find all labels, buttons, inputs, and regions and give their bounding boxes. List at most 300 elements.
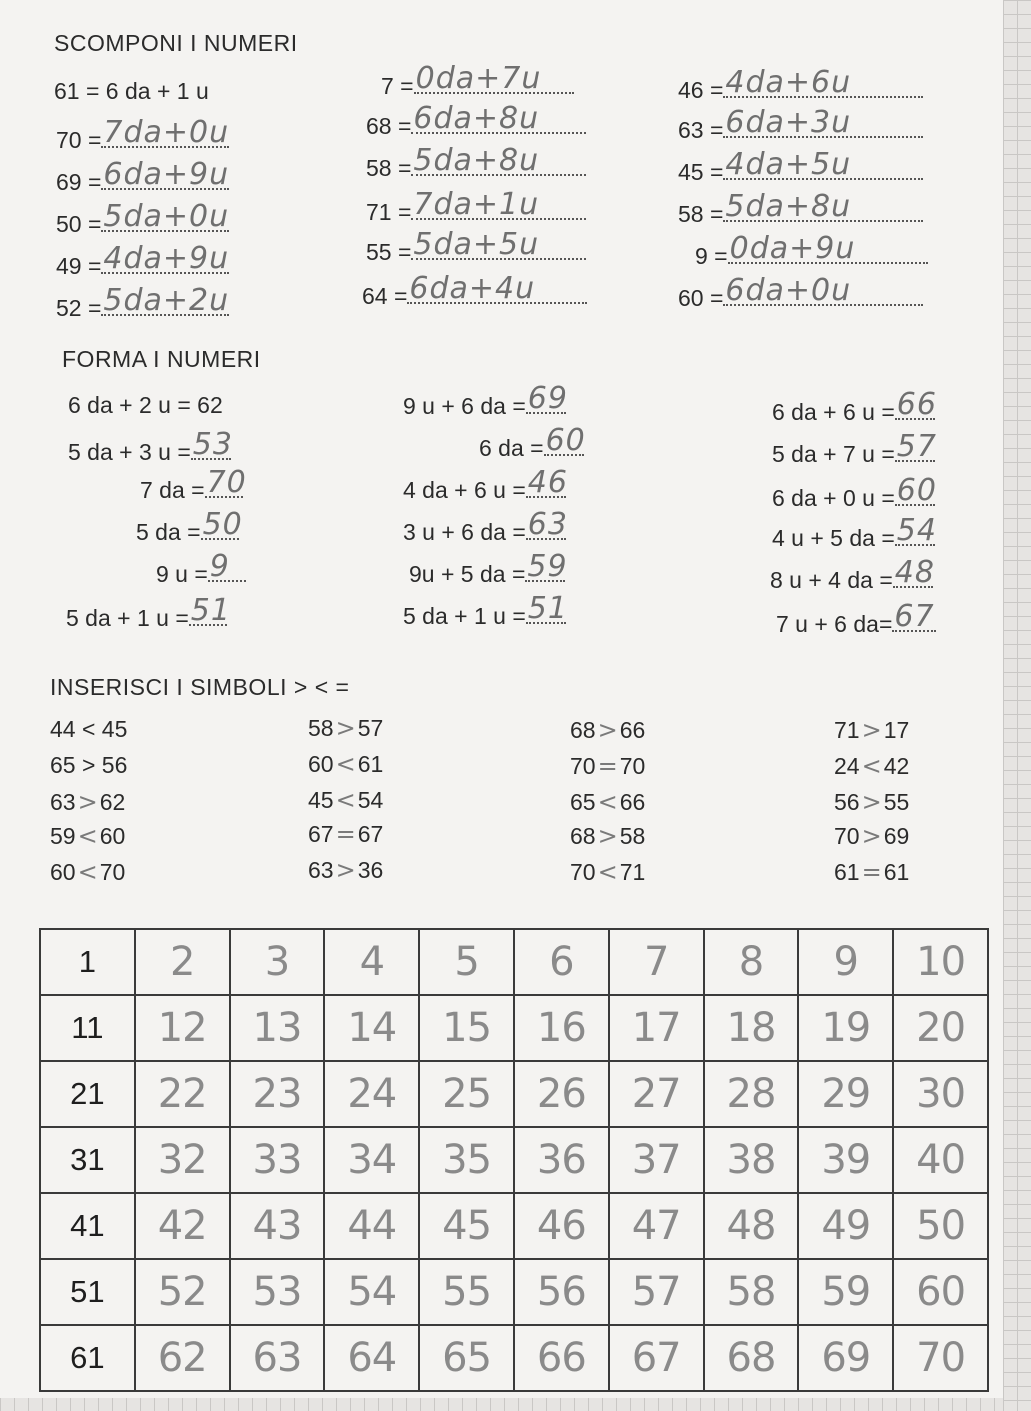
compare-right: 42 [883,753,910,779]
scomponi-item[interactable] [366,101,586,140]
handwritten-number-cell[interactable]: 58 [704,1259,799,1325]
scomponi-item[interactable] [678,189,923,228]
handwritten-number-cell[interactable]: 64 [324,1325,419,1391]
compare-right: 58 [619,823,646,849]
scomponi-prompt: 58 = [366,155,412,181]
number-table [39,928,989,1392]
scomponi-prompt: 63 = [678,117,724,143]
table-row [40,1259,988,1325]
answer-line[interactable] [101,115,230,150]
answer-line[interactable] [723,273,923,308]
handwritten-number-cell[interactable]: 32 [135,1127,230,1193]
handwritten-number-cell[interactable]: 66 [514,1325,609,1391]
compare-left: 60 [308,751,334,777]
compare-item[interactable] [570,788,645,816]
handwritten-number-cell[interactable]: 18 [704,995,799,1061]
handwritten-number-cell[interactable]: 9 [798,929,893,995]
handwritten-number-cell[interactable]: 6 [514,929,609,995]
answer-line[interactable] [525,549,568,584]
forma-item[interactable] [776,599,936,638]
handwritten-number-cell[interactable]: 5 [419,929,514,995]
forma-prompt: 9 u = [156,561,208,587]
handwritten-number-cell[interactable]: 22 [135,1061,230,1127]
answer-line[interactable] [526,591,568,626]
table-row [40,1127,988,1193]
forma-item[interactable] [403,381,568,420]
compare-right: 66 [619,789,646,815]
compare-left: 65 [570,789,596,815]
forma-prompt: 4 u + 5 da = [772,525,895,551]
handwritten-number-cell[interactable]: 47 [609,1193,704,1259]
forma-item[interactable] [772,429,937,468]
compare-left: 71 [834,717,860,743]
answer-line[interactable] [728,231,928,266]
handwritten-answer: 6da+8u [413,101,540,136]
answer-line[interactable] [895,513,937,548]
compare-item[interactable] [308,786,383,814]
handwritten-symbol[interactable]: = [861,858,882,886]
forma-item [68,392,223,419]
forma-item[interactable] [772,473,937,512]
answer-line[interactable] [411,187,586,222]
handwritten-symbol[interactable]: > [861,788,882,816]
scomponi-prompt: 71 = [366,199,412,225]
answer-line[interactable] [895,429,937,464]
compare-right: 70 [619,753,646,779]
compare-right: 62 [99,789,126,815]
scomponi-prompt: 46 = [678,77,724,103]
printed-number-cell: 1 [40,929,135,995]
handwritten-number-cell[interactable]: 54 [324,1259,419,1325]
answer-line[interactable] [723,65,923,100]
compare-right: 57 [357,715,384,741]
forma-prompt: 6 da + 0 u = [772,485,895,511]
scomponi-item[interactable] [678,105,923,144]
notebook-grid-edge [0,1398,1003,1411]
forma-item[interactable] [772,513,937,552]
handwritten-symbol[interactable]: > [861,822,882,850]
handwritten-answer: 46 [527,465,568,500]
handwritten-number-cell[interactable]: 59 [798,1259,893,1325]
answer-line[interactable] [101,241,230,276]
handwritten-answer: 6da+3u [725,105,852,140]
handwritten-number-cell[interactable]: 42 [135,1193,230,1259]
forma-prompt: 7 u + 6 da= [776,611,893,637]
handwritten-number-cell[interactable]: 34 [324,1127,419,1193]
scomponi-item[interactable] [366,187,586,226]
handwritten-number-cell[interactable]: 48 [704,1193,799,1259]
handwritten-answer: 60 [896,473,937,508]
printed-number-cell: 51 [40,1259,135,1325]
handwritten-number-cell[interactable]: 30 [893,1061,988,1127]
handwritten-symbol[interactable]: > [77,788,98,816]
compare-item[interactable] [50,822,125,850]
handwritten-answer: 66 [896,387,937,422]
handwritten-answer: 53 [192,427,233,462]
table-row [40,929,988,995]
handwritten-answer: 5da+2u [103,283,230,318]
handwritten-number-cell[interactable]: 26 [514,1061,609,1127]
scomponi-prompt: 52 = [56,295,102,321]
handwritten-answer: 50 [202,507,243,542]
handwritten-number-cell[interactable]: 55 [419,1259,514,1325]
handwritten-number-cell[interactable]: 57 [609,1259,704,1325]
handwritten-symbol[interactable]: < [597,788,618,816]
handwritten-answer: 0da+9u [729,231,856,266]
forma-item[interactable] [409,549,568,588]
handwritten-answer: 54 [896,513,937,548]
compare-item [50,752,127,779]
answer-line[interactable] [101,157,230,192]
handwritten-number-cell[interactable]: 16 [514,995,609,1061]
handwritten-number-cell[interactable]: 27 [609,1061,704,1127]
answer-line[interactable] [191,427,233,462]
compare-right: 67 [357,821,384,847]
answer-line[interactable] [201,507,243,542]
handwritten-number-cell[interactable]: 53 [230,1259,325,1325]
handwritten-number-cell[interactable]: 8 [704,929,799,995]
handwritten-answer: 57 [896,429,937,464]
handwritten-answer: 5da+5u [413,227,540,262]
scomponi-item[interactable] [56,199,230,238]
forma-prompt: 9u + 5 da = [409,561,526,587]
handwritten-number-cell[interactable]: 62 [135,1325,230,1391]
table-row [40,1193,988,1259]
scomponi-item[interactable] [56,157,230,196]
handwritten-number-cell[interactable]: 68 [704,1325,799,1391]
handwritten-number-cell[interactable]: 17 [609,995,704,1061]
answer-line[interactable] [723,105,923,140]
scomponi-prompt: 55 = [366,239,412,265]
scomponi-item[interactable] [56,283,230,322]
forma-prompt: 5 da + 1 u = [66,605,189,631]
handwritten-answer: 51 [190,593,231,628]
compare-left: 67 [308,821,334,847]
forma-prompt: 6 da + 6 u = [772,399,895,425]
compare-left: 56 [834,789,860,815]
compare-item[interactable] [834,822,909,850]
handwritten-number-cell[interactable]: 44 [324,1193,419,1259]
compare-item[interactable] [50,788,125,816]
section-title-forma: FORMA I NUMERI [62,346,261,372]
compare-item[interactable] [308,820,383,848]
compare-right: 60 [99,823,126,849]
handwritten-symbol[interactable]: < [597,858,618,886]
handwritten-answer: 4da+5u [725,147,852,182]
compare-item[interactable] [834,716,909,744]
handwritten-number-cell[interactable]: 69 [798,1325,893,1391]
handwritten-answer: 60 [545,423,586,458]
forma-prompt: 7 da = [140,477,205,503]
compare-item[interactable] [834,788,909,816]
forma-prompt: 4 da + 6 u = [403,477,526,503]
compare-left: 68 [570,823,596,849]
compare-left: 70 [570,753,596,779]
answer-line[interactable] [208,549,246,584]
printed-number-cell: 31 [40,1127,135,1193]
compare-right: 66 [619,717,646,743]
scomponi-prompt: 68 = [366,113,412,139]
handwritten-answer: 51 [527,591,568,626]
forma-item[interactable] [403,507,568,546]
scomponi-item[interactable] [362,271,587,310]
compare-left: 59 [50,823,76,849]
compare-right: 17 [883,717,910,743]
answer-line[interactable] [101,199,230,234]
compare-right: 54 [357,787,384,813]
handwritten-answer: 4da+9u [103,241,230,276]
answer-line[interactable] [895,387,937,422]
handwritten-number-cell[interactable]: 4 [324,929,419,995]
handwritten-answer: 48 [894,555,935,590]
answer-line[interactable] [544,423,586,458]
handwritten-number-cell[interactable]: 50 [893,1193,988,1259]
scomponi-prompt: 49 = [56,253,102,279]
handwritten-number-cell[interactable]: 25 [419,1061,514,1127]
handwritten-answer: 5da+0u [103,199,230,234]
scomponi-prompt: 45 = [678,159,724,185]
scomponi-item[interactable] [381,61,574,100]
scomponi-prompt: 64 = [362,283,408,309]
forma-item[interactable] [68,427,233,466]
handwritten-symbol[interactable]: < [861,752,882,780]
compare-right: 70 [99,859,126,885]
handwritten-number-cell[interactable]: 10 [893,929,988,995]
answer-line[interactable] [526,465,568,500]
handwritten-number-cell[interactable]: 23 [230,1061,325,1127]
scomponi-item[interactable] [56,241,230,280]
handwritten-answer: 59 [527,549,568,584]
answer-line[interactable] [189,593,231,628]
handwritten-number-cell[interactable]: 46 [514,1193,609,1259]
handwritten-number-cell[interactable]: 7 [609,929,704,995]
compare-item [50,716,127,743]
handwritten-number-cell[interactable]: 63 [230,1325,325,1391]
scomponi-item[interactable] [56,115,230,154]
scomponi-prompt: 60 = [678,285,724,311]
compare-right: 61 [883,859,910,885]
answer-line[interactable] [414,61,574,96]
handwritten-symbol[interactable]: > [861,716,882,744]
forma-prompt: 9 u + 6 da = [403,393,526,419]
notebook-grid-edge [1003,0,1031,1411]
answer-line[interactable] [411,101,586,136]
handwritten-number-cell[interactable]: 28 [704,1061,799,1127]
handwritten-answer: 6da+9u [103,157,230,192]
handwritten-symbol[interactable]: < [335,786,356,814]
forma-prompt: 5 da = [136,519,201,545]
forma-item[interactable] [66,593,231,632]
scomponi-item[interactable] [678,147,923,186]
handwritten-number-cell[interactable]: 70 [893,1325,988,1391]
handwritten-answer: 5da+8u [413,143,540,178]
handwritten-number-cell[interactable]: 67 [609,1325,704,1391]
forma-item[interactable] [403,465,568,504]
compare-right: 36 [357,857,384,883]
compare-item[interactable] [308,856,383,884]
handwritten-answer: 9 [209,549,230,584]
compare-left: 24 [834,753,860,779]
handwritten-number-cell[interactable]: 13 [230,995,325,1061]
handwritten-answer: 4da+6u [725,65,852,100]
forma-prompt: 5 da + 1 u = [403,603,526,629]
scomponi-prompt: 69 = [56,169,102,195]
handwritten-number-cell[interactable]: 35 [419,1127,514,1193]
handwritten-number-cell[interactable]: 20 [893,995,988,1061]
handwritten-number-cell[interactable]: 12 [135,995,230,1061]
handwritten-number-cell[interactable]: 43 [230,1193,325,1259]
answer-line[interactable] [205,465,247,500]
handwritten-number-cell[interactable]: 56 [514,1259,609,1325]
handwritten-symbol[interactable]: = [597,752,618,780]
answer-line[interactable] [723,189,923,224]
handwritten-answer: 5da+8u [725,189,852,224]
compare-right: 61 [357,751,384,777]
compare-right: 69 [883,823,910,849]
forma-prompt: 3 u + 6 da = [403,519,526,545]
handwritten-number-cell[interactable]: 36 [514,1127,609,1193]
compare-item[interactable] [308,750,383,778]
answer-line[interactable] [723,147,923,182]
handwritten-answer: 7da+1u [413,187,540,222]
answer-line[interactable] [411,227,586,262]
handwritten-symbol[interactable]: > [597,716,618,744]
section-title-scomponi: SCOMPONI I NUMERI [54,30,298,56]
forma-item[interactable] [770,555,935,594]
forma-prompt: 6 da = [479,435,544,461]
scomponi-item[interactable] [366,227,586,266]
scomponi-item[interactable] [366,143,586,182]
forma-prompt: 6 da + 2 u = 62 [68,392,223,418]
forma-item[interactable] [140,465,247,504]
handwritten-answer: 70 [206,465,247,500]
handwritten-symbol[interactable]: = [335,820,356,848]
scomponi-item[interactable] [695,231,928,270]
scomponi-item[interactable] [678,273,923,312]
compare-text: 65 > 56 [50,752,128,778]
compare-left: 45 [308,787,334,813]
forma-prompt: 8 u + 4 da = [770,567,893,593]
section-title-simboli: INSERISCI I SIMBOLI > < = [50,674,350,700]
handwritten-answer: 6da+0u [725,273,852,308]
compare-item[interactable] [570,752,645,780]
compare-item[interactable] [570,858,645,886]
handwritten-number-cell[interactable]: 49 [798,1193,893,1259]
scomponi-prompt: 70 = [56,127,102,153]
handwritten-symbol[interactable]: > [335,714,356,742]
handwritten-symbol[interactable]: > [597,822,618,850]
forma-item[interactable] [772,387,937,426]
forma-item[interactable] [479,423,586,462]
handwritten-number-cell[interactable]: 60 [893,1259,988,1325]
scomponi-prompt: 50 = [56,211,102,237]
handwritten-number-cell[interactable]: 65 [419,1325,514,1391]
handwritten-number-cell[interactable]: 33 [230,1127,325,1193]
compare-right: 55 [883,789,910,815]
scomponi-prompt: 61 = 6 da + 1 u [54,78,209,104]
forma-item[interactable] [136,507,243,546]
answer-line[interactable] [895,473,937,508]
printed-number-cell: 61 [40,1325,135,1391]
forma-item[interactable] [156,549,246,588]
handwritten-symbol[interactable]: > [335,856,356,884]
scomponi-prompt: 58 = [678,201,724,227]
compare-item[interactable] [834,752,909,780]
table-row [40,1325,988,1391]
compare-text: 44 < 45 [50,716,128,742]
handwritten-number-cell[interactable]: 2 [135,929,230,995]
scomponi-prompt: 7 = [381,73,414,99]
answer-line[interactable] [407,271,587,306]
forma-item[interactable] [403,591,568,630]
compare-left: 63 [308,857,334,883]
compare-left: 61 [834,859,860,885]
handwritten-number-cell[interactable]: 38 [704,1127,799,1193]
compare-left: 63 [50,789,76,815]
answer-line[interactable] [893,555,935,590]
table-row [40,1061,988,1127]
handwritten-answer: 6da+4u [409,271,536,306]
handwritten-answer: 7da+0u [103,115,230,150]
number-table-body [40,929,988,1391]
handwritten-number-cell[interactable]: 45 [419,1193,514,1259]
compare-item[interactable] [570,716,645,744]
scomponi-item [54,78,209,105]
handwritten-number-cell[interactable]: 15 [419,995,514,1061]
handwritten-answer: 67 [894,599,935,634]
handwritten-number-cell[interactable]: 19 [798,995,893,1061]
printed-number-cell: 11 [40,995,135,1061]
handwritten-symbol[interactable]: < [335,750,356,778]
handwritten-symbol[interactable]: < [77,822,98,850]
compare-item[interactable] [308,714,383,742]
forma-prompt: 5 da + 7 u = [772,441,895,467]
forma-prompt: 5 da + 3 u = [68,439,191,465]
table-row [40,995,988,1061]
printed-number-cell: 21 [40,1061,135,1127]
handwritten-answer: 63 [527,507,568,542]
printed-number-cell: 41 [40,1193,135,1259]
handwritten-number-cell[interactable]: 14 [324,995,419,1061]
answer-line[interactable] [411,143,586,178]
scomponi-prompt: 9 = [695,243,728,269]
scomponi-item[interactable] [678,65,923,104]
handwritten-number-cell[interactable]: 40 [893,1127,988,1193]
compare-left: 58 [308,715,334,741]
compare-item[interactable] [50,858,125,886]
handwritten-answer: 69 [527,381,568,416]
compare-right: 71 [619,859,646,885]
compare-left: 68 [570,717,596,743]
handwritten-answer: 0da+7u [415,61,542,96]
answer-line[interactable] [526,507,568,542]
compare-item[interactable] [570,822,645,850]
handwritten-number-cell[interactable]: 39 [798,1127,893,1193]
compare-left: 60 [50,859,76,885]
handwritten-number-cell[interactable]: 52 [135,1259,230,1325]
compare-left: 70 [570,859,596,885]
handwritten-number-cell[interactable]: 37 [609,1127,704,1193]
answer-line[interactable] [892,599,936,634]
handwritten-number-cell[interactable]: 3 [230,929,325,995]
handwritten-symbol[interactable]: < [77,858,98,886]
handwritten-number-cell[interactable]: 29 [798,1061,893,1127]
handwritten-number-cell[interactable]: 24 [324,1061,419,1127]
compare-item[interactable] [834,858,909,886]
answer-line[interactable] [526,381,568,416]
compare-left: 70 [834,823,860,849]
answer-line[interactable] [101,283,230,318]
